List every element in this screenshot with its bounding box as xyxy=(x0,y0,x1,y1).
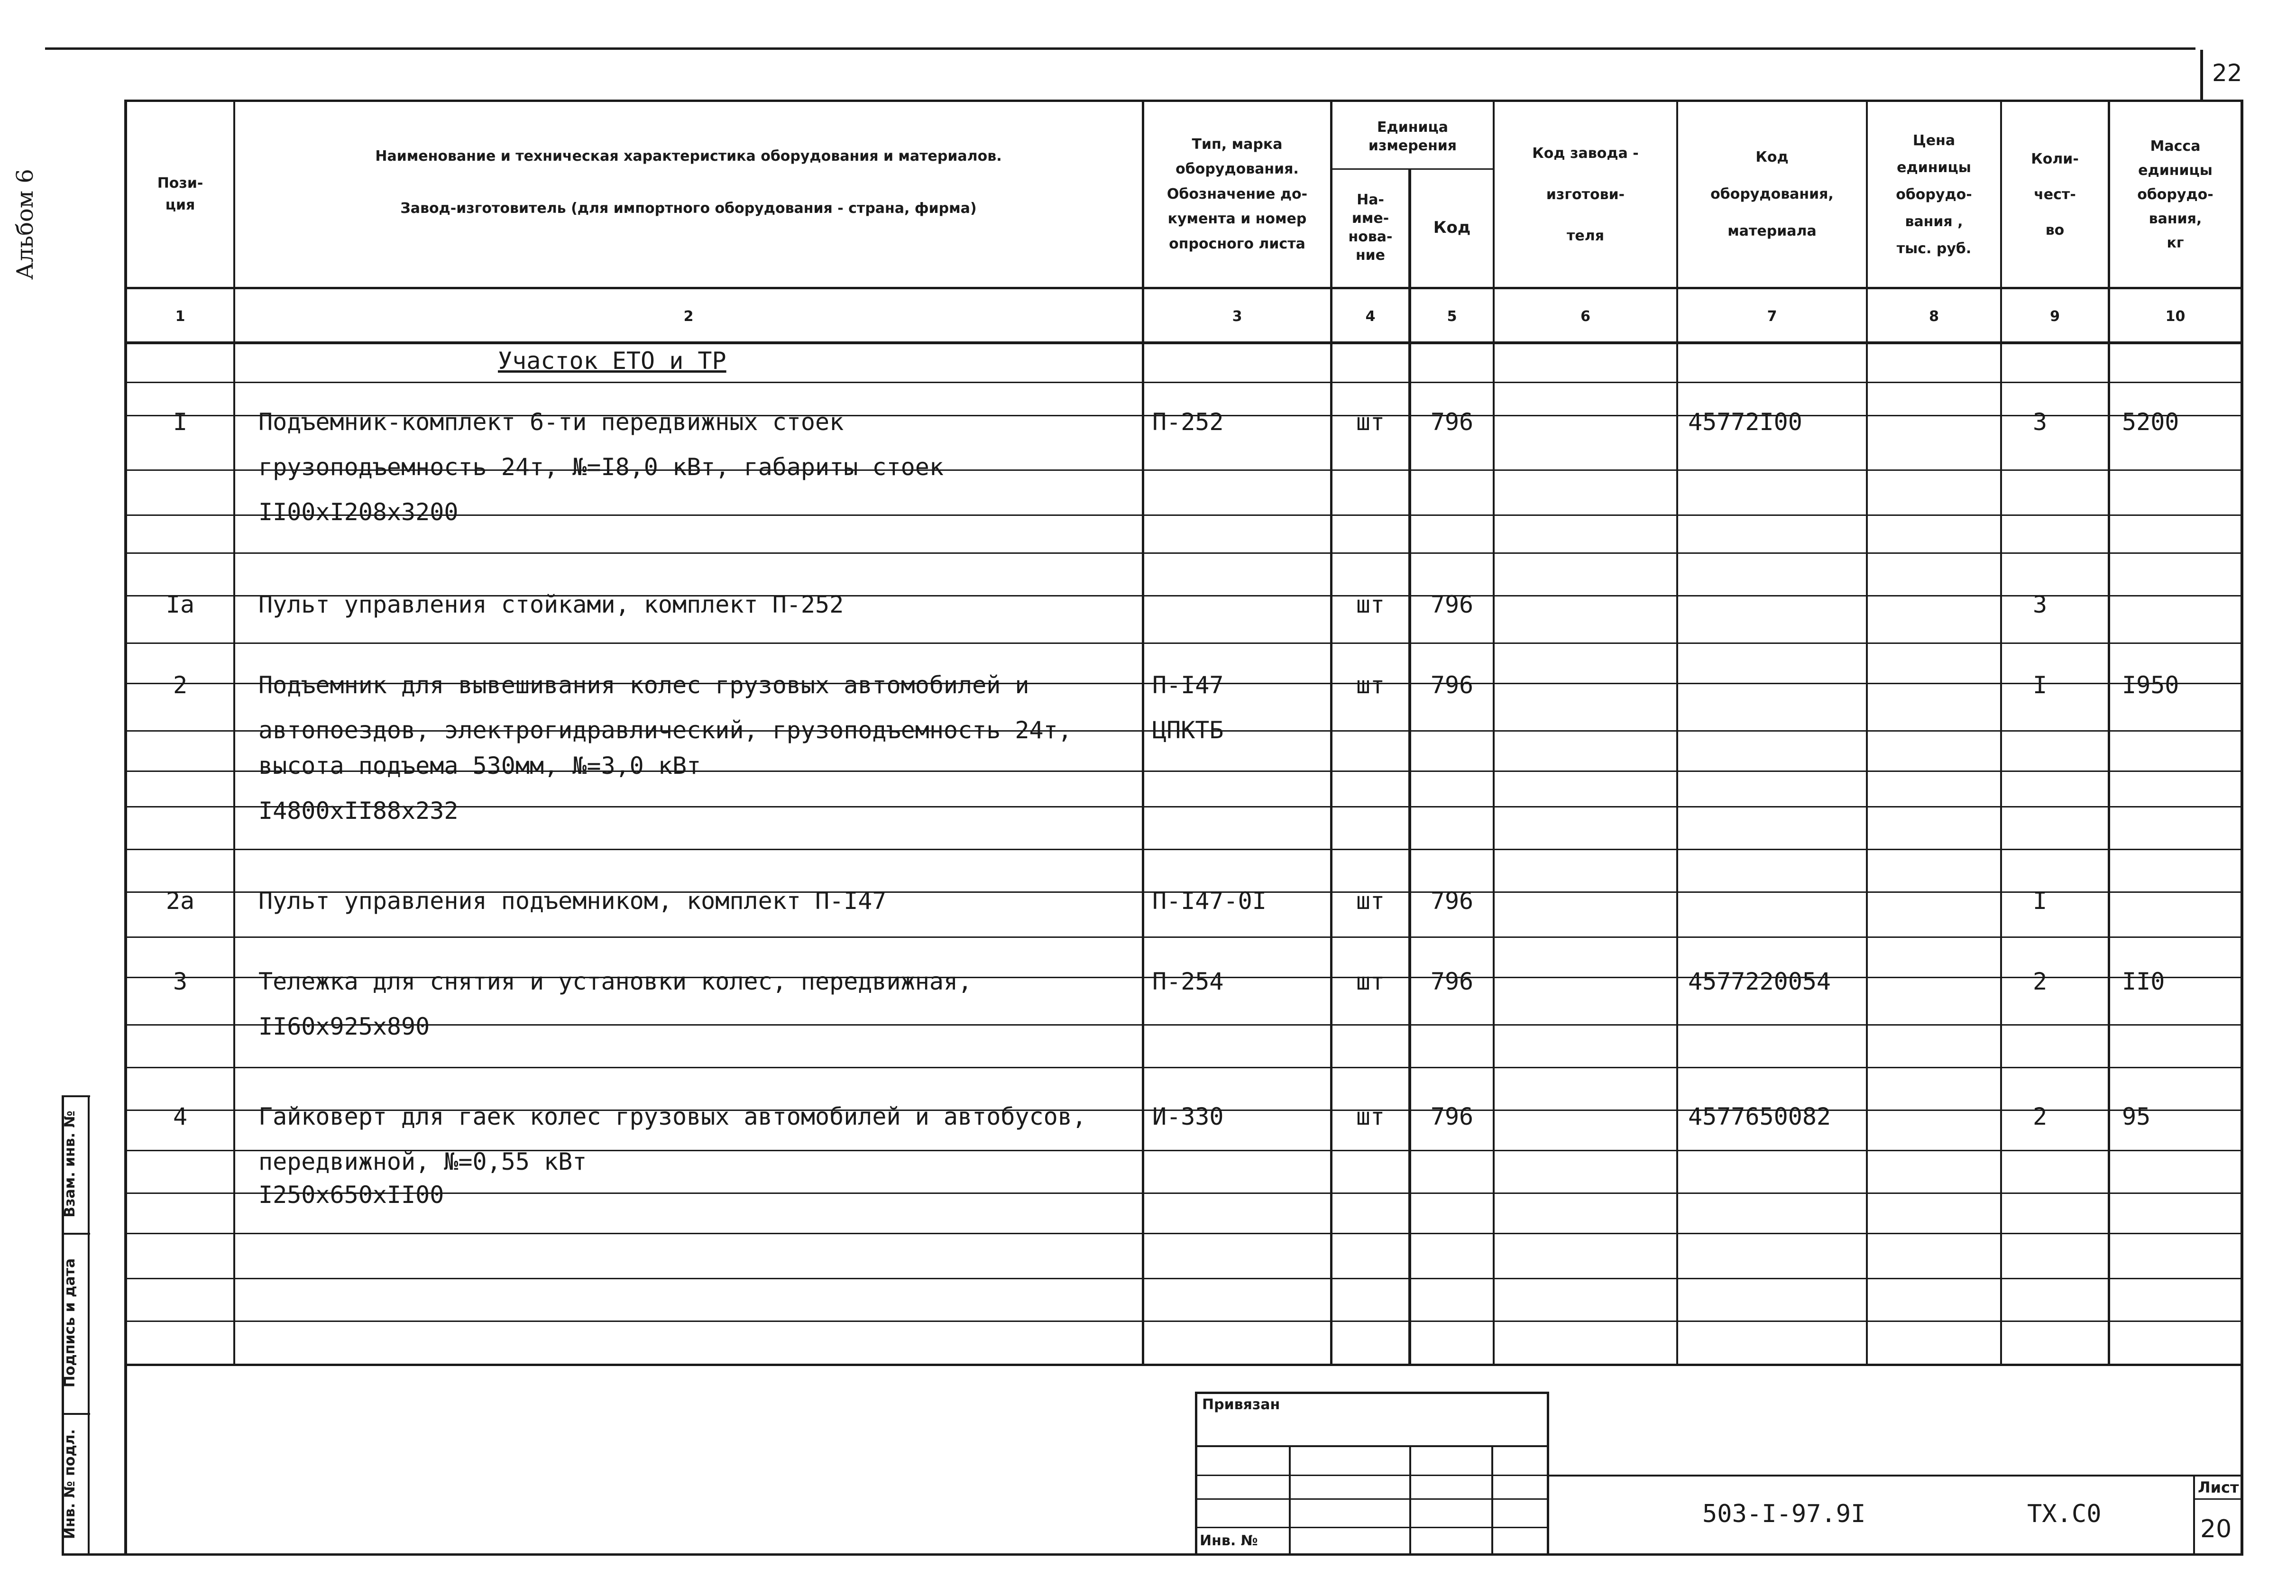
cell-unit: шт xyxy=(1356,408,1385,436)
cell-mass: 5200 xyxy=(2122,408,2179,436)
cell-type: П-254 xyxy=(1152,968,1224,995)
header-equipment-code: Код оборудования, материала xyxy=(1710,149,1834,239)
stamp-col3 xyxy=(1491,1445,1493,1555)
col-line-9 xyxy=(2108,100,2110,1366)
cell-factory xyxy=(1498,886,1674,916)
cell-pos: I xyxy=(173,408,188,436)
cell-factory xyxy=(1498,407,1674,437)
cell-name: грузоподъемность 24т, №=I8,0 кВт, габариты стоек xyxy=(258,453,944,481)
top-rule xyxy=(45,47,2195,50)
cell-name: Подъемник-комплект 6-ти передвижных стоек xyxy=(258,408,844,436)
cell-type xyxy=(1152,1180,1328,1210)
doc-code: 503-I-97.9I xyxy=(1702,1500,1866,1528)
cell-unit: шт xyxy=(1356,1103,1385,1130)
cell-qty xyxy=(2002,751,2078,780)
cell-name: I250x650xII00 xyxy=(258,1181,444,1209)
row-separator-line xyxy=(124,642,2243,644)
cell-pos: 3 xyxy=(173,968,188,995)
stamp-col2 xyxy=(1409,1445,1411,1555)
cell-factory xyxy=(1498,452,1674,482)
cell-name: Подъемник для вывешивания колес грузовых автомобилей и xyxy=(258,671,1029,699)
sheet-label: Лист xyxy=(2198,1478,2239,1496)
side-label-signature-date: Подпись и дата xyxy=(62,1258,78,1388)
stamp-col1 xyxy=(1289,1445,1291,1555)
frame-bottom xyxy=(62,1553,2243,1556)
cell-factory xyxy=(1498,796,1674,826)
cell-factory xyxy=(1498,967,1674,996)
cell-code xyxy=(1411,1180,1493,1210)
cell-equip-code xyxy=(1688,751,1864,780)
colnum-bottom-line xyxy=(124,341,2243,344)
cell-qty xyxy=(2002,452,2078,482)
row-separator-line xyxy=(124,382,2243,383)
cell-equip-code xyxy=(1688,796,1864,826)
page-number: 22 xyxy=(2212,59,2242,87)
stamp-top xyxy=(1195,1392,1548,1394)
cell-price xyxy=(1871,1147,1999,1176)
cell-name: высота подъема 530мм, №=3,0 кВт xyxy=(258,752,701,780)
cell-type xyxy=(1152,1147,1328,1176)
cell-price xyxy=(1871,1180,1999,1210)
cell-price xyxy=(1871,452,1999,482)
side-col-mid xyxy=(88,1095,90,1555)
cell-price xyxy=(1871,1102,1999,1131)
column-number: 9 xyxy=(2050,308,2060,325)
cell-pos: 2 xyxy=(173,671,188,699)
cell-price xyxy=(1871,751,1999,780)
row-separator-line xyxy=(124,1321,2243,1322)
header-price: Цена единицы оборудо- вания , тыс. руб. xyxy=(1896,132,1972,257)
header-unit-group: Единица измерения xyxy=(1368,119,1457,154)
column-number: 8 xyxy=(1929,308,1939,325)
cell-factory xyxy=(1498,751,1674,780)
cell-type xyxy=(1152,1012,1328,1041)
cell-factory xyxy=(1498,1102,1674,1131)
cell-mass xyxy=(2122,751,2241,780)
col-line-7 xyxy=(1866,100,1868,1366)
cell-equip-code: 45772I00 xyxy=(1688,408,1802,436)
cell-type: П-I47 xyxy=(1152,671,1224,699)
cell-unit: шт xyxy=(1356,887,1385,915)
row-separator-line xyxy=(124,849,2243,850)
cell-code: 796 xyxy=(1430,1103,1474,1130)
row-separator-line xyxy=(124,1278,2243,1279)
header-name-line2: Завод-изготовитель (для импортного оборудования - страна, фирма) xyxy=(400,200,977,217)
cell-mass xyxy=(2122,497,2241,527)
cell-pos xyxy=(127,751,233,780)
cell-unit xyxy=(1332,796,1408,826)
cell-unit xyxy=(1332,1180,1408,1210)
cell-unit xyxy=(1332,1012,1408,1041)
cell-mass xyxy=(2122,452,2241,482)
cell-name: передвижной, №=0,55 кВт xyxy=(258,1148,587,1175)
cell-unit: шт xyxy=(1356,968,1385,995)
cell-qty: I xyxy=(2032,671,2048,699)
cell-type xyxy=(1152,497,1328,527)
sheet-number: 20 xyxy=(2200,1515,2232,1543)
cell-equip-code xyxy=(1688,715,1864,745)
cell-mass xyxy=(2122,715,2241,745)
column-number: 10 xyxy=(2165,308,2186,325)
header-factory-code: Код завода - изготови- теля xyxy=(1532,145,1639,244)
cell-price xyxy=(1871,497,1999,527)
cell-mass: 95 xyxy=(2122,1103,2151,1130)
cell-unit xyxy=(1332,452,1408,482)
cell-type: П-252 xyxy=(1152,408,1224,436)
col-line-5 xyxy=(1493,100,1495,1366)
cell-pos xyxy=(127,1147,233,1176)
cell-equip-code: 4577650082 xyxy=(1688,1103,1831,1130)
cell-code xyxy=(1411,751,1493,780)
cell-name: Пульт управления подъемником, комплект П-I47 xyxy=(258,887,887,915)
side-label-orig-inv: Инв. № подл. xyxy=(62,1429,78,1540)
cell-price xyxy=(1871,407,1999,437)
header-unit-name: На- име- нова- ние xyxy=(1348,192,1393,264)
cell-name: II00xI208x3200 xyxy=(258,498,459,526)
cell-code xyxy=(1411,1147,1493,1176)
cell-mass: II0 xyxy=(2122,968,2165,995)
cell-mass xyxy=(2122,1012,2241,1041)
cell-equip-code xyxy=(1688,497,1864,527)
cell-type: И-330 xyxy=(1152,1103,1224,1130)
cell-unit xyxy=(1332,497,1408,527)
header-type: Тип, марка оборудования. Обозначение до- кумента и номер опросного листа xyxy=(1166,136,1308,252)
header-mass: Масса единицы оборудо- вания, кг xyxy=(2137,138,2213,251)
cell-equip-code xyxy=(1688,1012,1864,1041)
cell-code xyxy=(1411,1012,1493,1041)
cell-unit xyxy=(1332,751,1408,780)
frame-top xyxy=(124,100,2243,102)
cell-factory xyxy=(1498,1147,1674,1176)
cell-pos xyxy=(127,715,233,745)
sheet-box-divider xyxy=(2193,1498,2243,1500)
cell-unit: шт xyxy=(1356,671,1385,699)
cell-mass xyxy=(2122,1180,2241,1210)
cell-pos xyxy=(127,1012,233,1041)
column-number: 5 xyxy=(1447,308,1457,325)
doc-mark: ТХ.С0 xyxy=(2027,1500,2102,1528)
unit-group-divider xyxy=(1330,168,1494,170)
column-number: 7 xyxy=(1767,308,1777,325)
cell-type xyxy=(1152,452,1328,482)
cell-factory xyxy=(1498,497,1674,527)
cell-equip-code xyxy=(1688,670,1864,700)
cell-qty: 2 xyxy=(2032,968,2048,995)
cell-code: 796 xyxy=(1430,968,1474,995)
titleblock-top xyxy=(1548,1475,2243,1477)
stamp-right xyxy=(1547,1392,1549,1555)
cell-mass xyxy=(2122,796,2241,826)
cell-price xyxy=(1871,715,1999,745)
cell-qty xyxy=(2002,1012,2078,1041)
side-label-replace-inv: Взам. инв. № xyxy=(62,1110,78,1218)
cell-name: Тележка для снятия и установки колес, передвижная, xyxy=(258,968,973,995)
cell-price xyxy=(1871,590,1999,619)
cell-price xyxy=(1871,886,1999,916)
cell-mass: I950 xyxy=(2122,671,2179,699)
cell-price xyxy=(1871,1012,1999,1041)
sheet-box-left xyxy=(2193,1475,2195,1555)
album-label: Альбом 6 xyxy=(12,169,38,280)
cell-factory xyxy=(1498,1012,1674,1041)
col-line-2 xyxy=(1142,100,1144,1366)
column-number: 3 xyxy=(1232,308,1242,325)
cell-code: 796 xyxy=(1430,591,1474,618)
cell-pos xyxy=(127,796,233,826)
cell-qty: 2 xyxy=(2032,1103,2048,1130)
row-separator-line xyxy=(124,1067,2243,1068)
cell-pos xyxy=(127,452,233,482)
cell-name: II60x925x890 xyxy=(258,1013,430,1040)
header-quantity: Коли- чест- во xyxy=(2031,150,2079,238)
stamp-row3 xyxy=(1195,1498,1548,1500)
cell-unit: шт xyxy=(1356,591,1385,618)
cell-price xyxy=(1871,967,1999,996)
cell-factory xyxy=(1498,715,1674,745)
cell-equip-code xyxy=(1688,886,1864,916)
cell-type: ЦПКТБ xyxy=(1152,716,1224,744)
cell-qty: 3 xyxy=(2032,591,2048,618)
row-separator-line xyxy=(124,936,2243,938)
cell-unit xyxy=(1332,715,1408,745)
frame-right xyxy=(2241,100,2243,1555)
cell-name: автопоездов, электрогидравлический, грузоподъемность 24т, xyxy=(258,716,1072,744)
cell-code: 796 xyxy=(1430,671,1474,699)
cell-type xyxy=(1152,590,1328,619)
cell-qty: 3 xyxy=(2032,408,2048,436)
stamp-inv-label: Инв. № xyxy=(1200,1532,1258,1549)
cell-code xyxy=(1411,796,1493,826)
cell-type xyxy=(1152,796,1328,826)
cell-code xyxy=(1411,497,1493,527)
side-col-sep1 xyxy=(62,1233,90,1235)
cell-code xyxy=(1411,452,1493,482)
cell-qty xyxy=(2002,1180,2078,1210)
cell-name: Гайковерт для гаек колес грузовых автомобилей и автобусов, xyxy=(258,1103,1086,1130)
cell-mass xyxy=(2122,886,2241,916)
table-bottom-line xyxy=(124,1364,2243,1366)
cell-code: 796 xyxy=(1430,408,1474,436)
cell-pos: 4 xyxy=(173,1103,188,1130)
stamp-left xyxy=(1195,1392,1197,1555)
cell-qty: I xyxy=(2032,887,2048,915)
column-number: 2 xyxy=(683,308,694,325)
column-number: 6 xyxy=(1580,308,1590,325)
cell-equip-code xyxy=(1688,1147,1864,1176)
stamp-row2 xyxy=(1195,1475,1548,1476)
row-separator-line xyxy=(124,552,2243,554)
row-separator-line xyxy=(124,1233,2243,1234)
header-position: Пози- ция xyxy=(157,174,203,213)
cell-pos xyxy=(127,1180,233,1210)
cell-type xyxy=(1152,751,1328,780)
cell-factory xyxy=(1498,590,1674,619)
cell-equip-code xyxy=(1688,1180,1864,1210)
cell-qty xyxy=(2002,796,2078,826)
cell-pos xyxy=(127,497,233,527)
header-unit-code: Код xyxy=(1433,218,1471,237)
stamp-bound-label: Привязан xyxy=(1202,1396,1280,1413)
cell-code xyxy=(1411,715,1493,745)
col-line-1 xyxy=(233,100,235,1366)
cell-qty xyxy=(2002,715,2078,745)
cell-factory xyxy=(1498,670,1674,700)
cell-equip-code xyxy=(1688,590,1864,619)
cell-code: 796 xyxy=(1430,887,1474,915)
cell-mass xyxy=(2122,590,2241,619)
cell-price xyxy=(1871,670,1999,700)
cell-factory xyxy=(1498,1180,1674,1210)
cell-unit xyxy=(1332,1147,1408,1176)
cell-mass xyxy=(2122,1147,2241,1176)
cell-price xyxy=(1871,796,1999,826)
header-name-line1: Наименование и техническая характеристика оборудования и материалов. xyxy=(375,147,1002,165)
cell-pos: 2а xyxy=(165,887,195,915)
cell-name: Пульт управления стойками, комплект П-252 xyxy=(258,591,844,618)
column-number: 1 xyxy=(175,308,185,325)
cell-type: П-I47-0I xyxy=(1152,887,1267,915)
cell-equip-code: 4577220054 xyxy=(1688,968,1831,995)
cell-pos: Iа xyxy=(165,591,195,618)
header-bottom-line xyxy=(124,287,2243,289)
cell-qty xyxy=(2002,1147,2078,1176)
column-number: 4 xyxy=(1365,308,1376,325)
section-title: Участок ЕТО и ТР xyxy=(498,347,726,375)
cell-name: I4800xII88x232 xyxy=(258,797,459,825)
cell-equip-code xyxy=(1688,452,1864,482)
page-number-bracket xyxy=(2200,50,2203,102)
stamp-row4 xyxy=(1195,1527,1548,1528)
stamp-row1 xyxy=(1195,1445,1548,1447)
side-col-sep2 xyxy=(62,1413,90,1415)
cell-qty xyxy=(2002,497,2078,527)
col-line-6 xyxy=(1676,100,1678,1366)
